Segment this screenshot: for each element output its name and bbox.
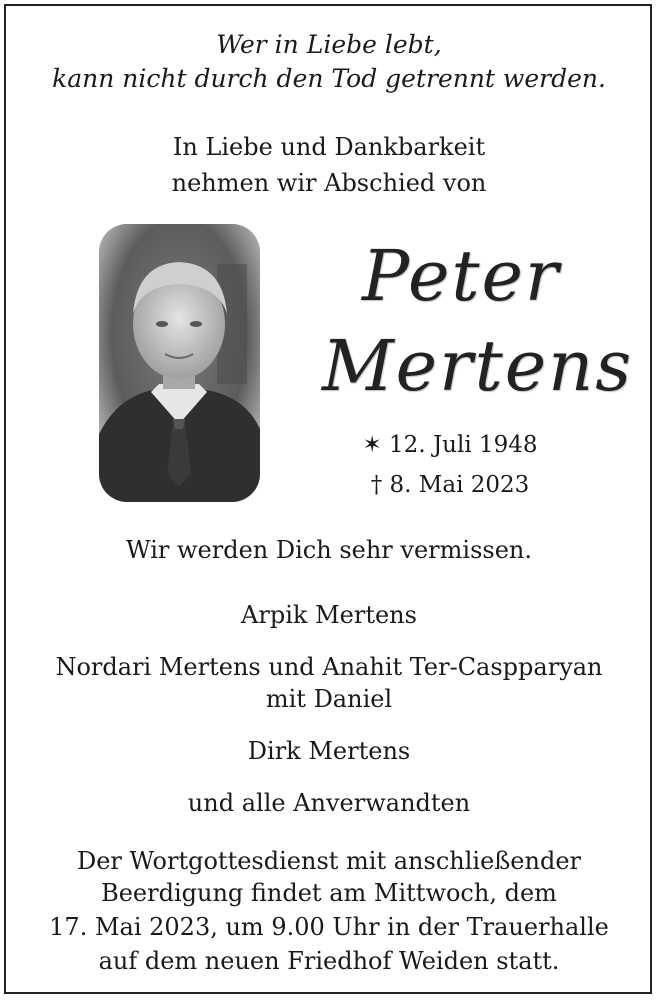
mourner-line-3: mit Daniel (265, 685, 393, 713)
motto-line-1: Wer in Liebe lebt, (216, 30, 442, 59)
mourner-line-1: Arpik Mertens (241, 601, 417, 629)
farewell-message: Wir werden Dich sehr vermissen. (125, 536, 532, 564)
mourner-line-5: und alle Anverwandten (187, 789, 471, 817)
service-line-4: auf dem neuen Friedhof Weiden statt. (98, 947, 560, 975)
deceased-last-name: Mertens (322, 325, 634, 407)
intro-line-1: In Liebe und Dankbarkeit (172, 133, 486, 161)
portrait-photo (99, 224, 260, 502)
deceased-first-name: Peter (362, 235, 561, 317)
intro-line-2: nehmen wir Abschied von (171, 169, 487, 197)
birth-date: ✶ 12. Juli 1948 (362, 432, 538, 458)
motto-line-2: kann nicht durch den Tod getrennt werden. (52, 64, 606, 93)
death-date: † 8. Mai 2023 (370, 472, 530, 498)
mourner-line-2: Nordari Mertens und Anahit Ter-Caspparyan (55, 653, 603, 681)
mourner-line-4: Dirk Mertens (247, 737, 411, 765)
portrait-illustration (99, 224, 260, 502)
service-line-3: 17. Mai 2023, um 9.00 Uhr in der Trauerhalle (49, 913, 609, 941)
service-line-2: Beerdigung findet am Mittwoch, dem (101, 879, 557, 907)
service-line-1: Der Wortgottesdienst mit anschließender (76, 847, 582, 875)
